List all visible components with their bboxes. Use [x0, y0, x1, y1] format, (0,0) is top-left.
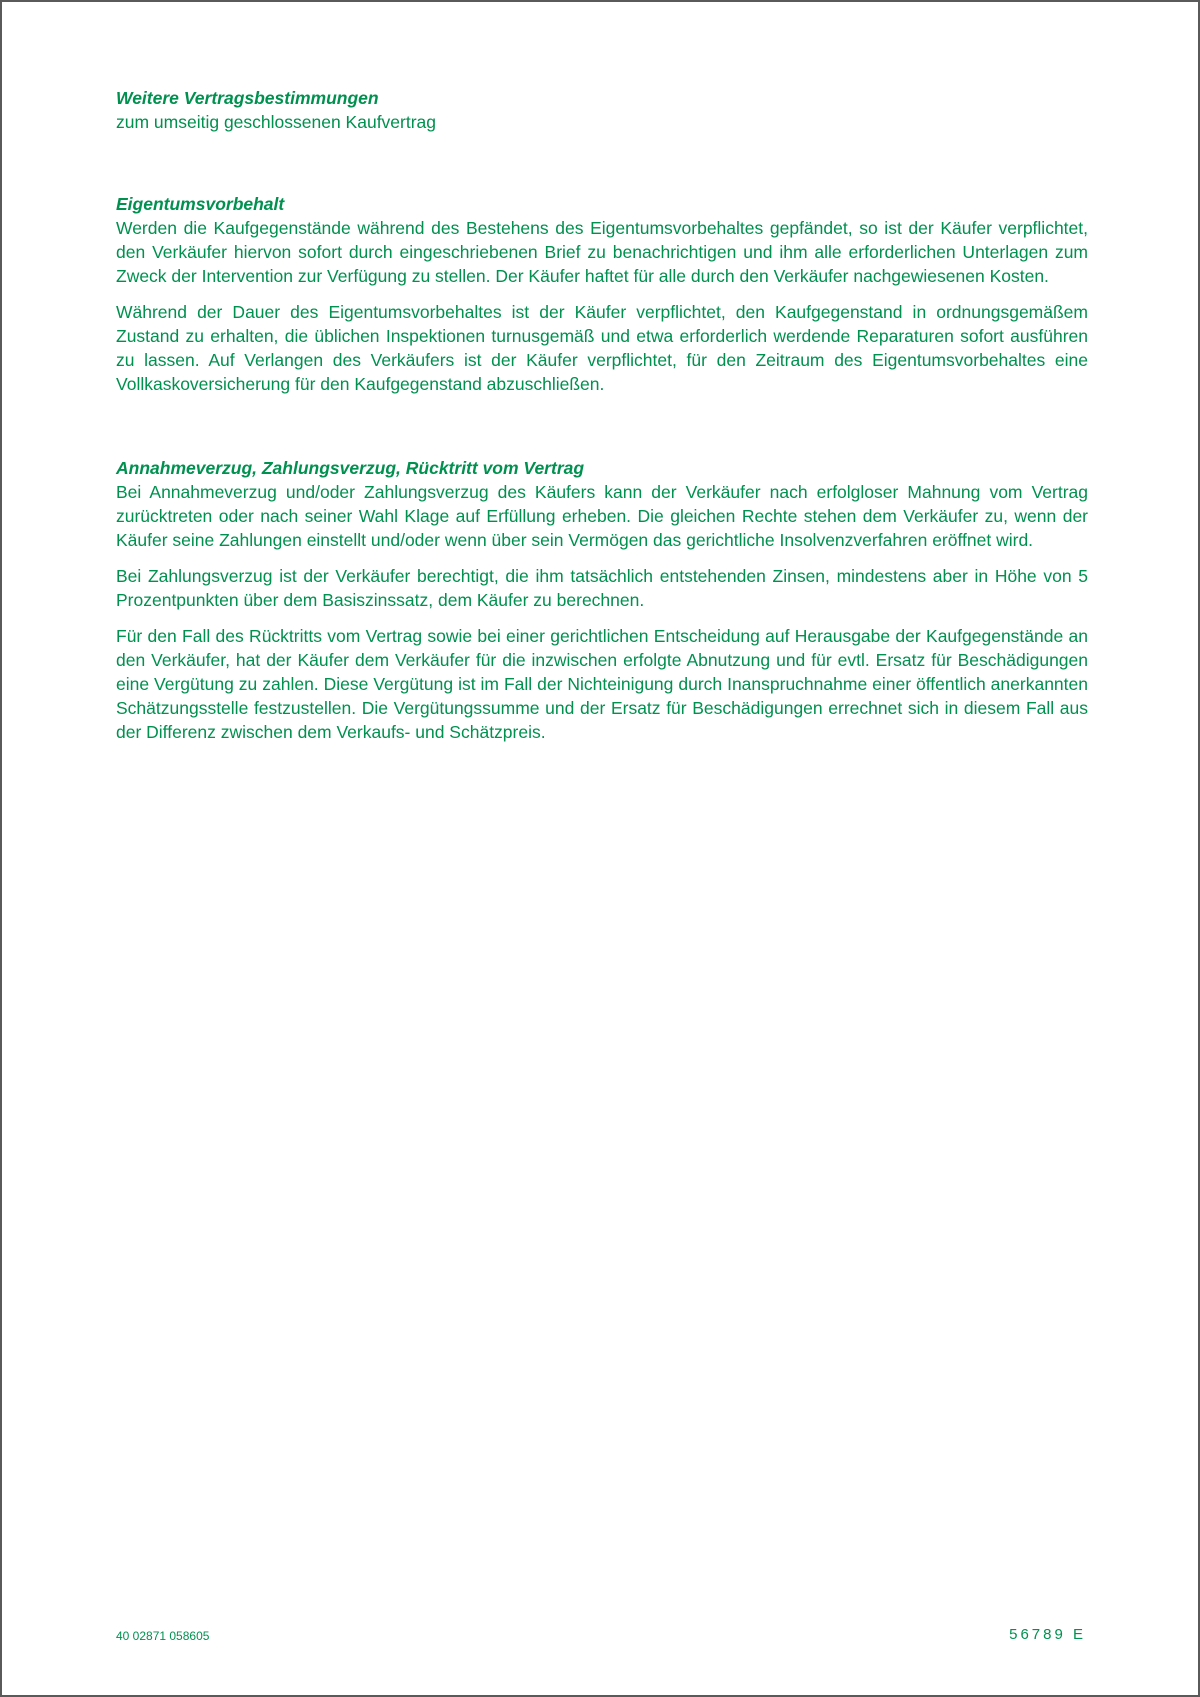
section-eigentumsvorbehalt	[116, 192, 1088, 396]
section-heading: Annahmeverzug, Zahlungsverzug, Rücktritt vom Vertrag	[116, 458, 585, 478]
section-heading: Eigentumsvorbehalt	[116, 194, 285, 214]
document-title: Weitere Vertragsbestimmungen	[116, 88, 379, 108]
document-content	[116, 86, 1088, 756]
paragraph: Bei Annahmeverzug und/oder Zahlungsverzug des Käufers kann der Verkäufer nach erfolgloser Mahnung vom Vertrag zurücktreten oder nach seiner Wahl Klage auf Erfüllung erheben. Die gleichen Rechte stehen dem Verkäufer zu, wenn der Käufer seine Zahlungen einstellt und/oder wenn über sein Vermögen das gerichtliche Insolvenzverfahren eröffnet wird.	[116, 482, 1088, 550]
paragraph: Werden die Kaufgegenstände während des Bestehens des Eigentumsvorbehaltes gepfändet, so ist der Käufer verpflichtet, den Verkäufer hiervon sofort durch eingeschriebenen Brief zu benachrichtigen und ihm alle erforderlichen Unterlagen zum Zweck der Intervention zur Verfügung zu stellen. Der Käufer haftet für alle durch den Verkäufer nachgewiesenen Kosten.	[116, 218, 1088, 286]
footer-form-code: 56789 E	[1009, 1626, 1086, 1643]
paragraph: Bei Zahlungsverzug ist der Verkäufer berechtigt, die ihm tatsächlich entstehenden Zinsen, mindestens aber in Höhe von 5 Prozentpunkten über dem Basiszinssatz, dem Käufer zu berechnen.	[116, 566, 1088, 610]
paragraph: Für den Fall des Rücktritts vom Vertrag sowie bei einer gerichtlichen Entscheidung auf Herausgabe der Kaufgegenstände an den Verkäufer, hat der Käufer dem Verkäufer für die inzwischen erfolgte Abnutzung und für evtl. Ersatz für Beschädigungen eine Vergütung zu zahlen. Diese Vergütung ist im Fall der Nichteinigung durch Inanspruchnahme einer öffentlich anerkannten Schätzungsstelle festzustellen. Die Vergütungssumme und der Ersatz für Beschädigungen errechnet sich in diesem Fall aus der Differenz zwischen dem Verkaufs- und Schätzpreis.	[116, 626, 1088, 742]
paragraph: Während der Dauer des Eigentumsvorbehaltes ist der Käufer verpflichtet, den Kaufgegenstand in ordnungsgemäßem Zustand zu erhalten, die üblichen Inspektionen turnusgemäß und etwa erforderlich werdende Reparaturen sofort ausführen zu lassen. Auf Verlangen des Verkäufers ist der Käufer verpflichtet, für den Zeitraum des Eigentumsvorbehaltes eine Vollkaskoversicherung für den Kaufgegenstand abzuschließen.	[116, 302, 1088, 394]
document-subtitle: zum umseitig geschlossenen Kaufvertrag	[116, 112, 437, 132]
section-verzug-ruecktritt	[116, 456, 1088, 744]
footer-form-number: 40 02871 058605	[116, 1629, 210, 1643]
